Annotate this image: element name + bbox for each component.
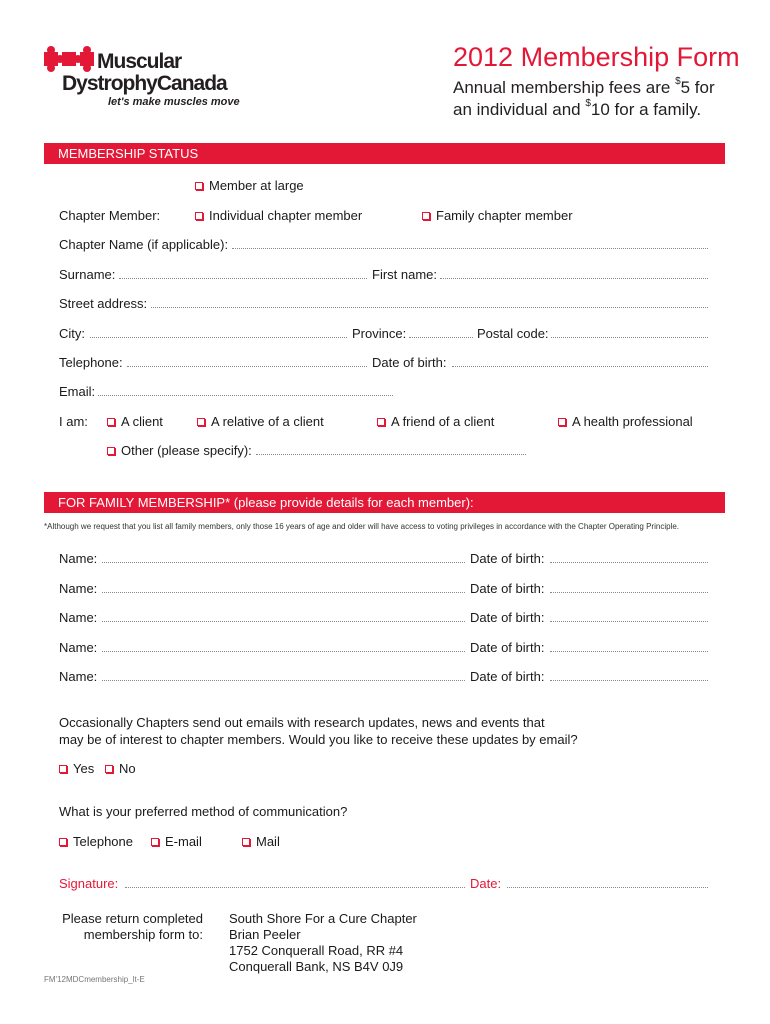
- family-dob-label: Date of birth:: [470, 639, 545, 655]
- family-dob-field[interactable]: [550, 621, 708, 622]
- individual-chapter-option[interactable]: Individual chapter member: [195, 208, 362, 223]
- signature-label: Signature:: [59, 876, 119, 891]
- postal-code-label: Postal code:: [477, 326, 549, 341]
- signature-field[interactable]: [125, 887, 465, 888]
- i-am-label: I am:: [59, 414, 88, 429]
- family-name-field[interactable]: [102, 621, 465, 622]
- province-label: Province:: [352, 326, 407, 341]
- city-label: City:: [59, 326, 85, 341]
- logo-text-line2: DystrophyCanada: [62, 72, 227, 95]
- family-name-label: Name:: [59, 551, 98, 566]
- return-label-line2: membership form to:: [83, 927, 203, 942]
- checkbox-icon[interactable]: [377, 418, 385, 426]
- checkbox-icon[interactable]: [558, 418, 566, 426]
- checkbox-icon[interactable]: [195, 212, 203, 220]
- family-dob-label: Date of birth:: [470, 580, 545, 596]
- checkbox-icon[interactable]: [107, 418, 115, 426]
- postal-code-field[interactable]: [551, 337, 708, 338]
- return-address-line2: Brian Peeler: [229, 927, 301, 942]
- family-dob-field[interactable]: [550, 592, 708, 593]
- chapter-name-label: Chapter Name (if applicable):: [59, 237, 229, 252]
- family-dob-field[interactable]: [550, 651, 708, 652]
- family-name-label: Name:: [59, 639, 98, 655]
- email-field[interactable]: [98, 395, 393, 396]
- communication-telephone-option[interactable]: Telephone: [59, 834, 133, 849]
- form-title: [453, 42, 740, 73]
- date-field[interactable]: [507, 887, 708, 888]
- city-field[interactable]: [90, 337, 347, 338]
- other-option[interactable]: Other (please specify):: [107, 443, 252, 458]
- return-address-line4: Conquerall Bank, NS B4V 0J9: [229, 959, 404, 974]
- other-field[interactable]: [256, 454, 526, 455]
- surname-label: Surname:: [59, 267, 116, 282]
- communication-mail-option[interactable]: Mail: [242, 834, 280, 849]
- family-name-field[interactable]: [102, 651, 465, 652]
- fees-line-2: an individual and $10 for a family.: [453, 98, 702, 119]
- return-address-line3: 1752 Conquerall Road, RR #4: [229, 943, 404, 958]
- family-chapter-option[interactable]: Family chapter member: [422, 208, 573, 223]
- telephone-field[interactable]: [127, 366, 367, 367]
- first-name-label: First name:: [372, 267, 438, 282]
- family-dob-label: Date of birth:: [470, 669, 545, 684]
- membership-status-header: MEMBERSHIP STATUS: [44, 143, 725, 164]
- family-name-label: Name:: [59, 610, 98, 625]
- family-name-label: Name:: [59, 669, 98, 684]
- province-field[interactable]: [409, 337, 473, 338]
- logo-icon: [44, 46, 96, 72]
- family-dob-field[interactable]: [550, 562, 708, 563]
- email-updates-no-option[interactable]: No: [105, 761, 136, 776]
- logo-tagline: let's make muscles move: [108, 96, 240, 108]
- return-address-line1: South Shore For a Cure Chapter: [229, 911, 417, 926]
- checkbox-icon[interactable]: [59, 765, 67, 773]
- email-updates-question-line2: may be of interest to chapter members. Would you like to receive these updates by email?: [59, 732, 578, 747]
- family-name-field[interactable]: [102, 592, 465, 593]
- return-label-line1: Please return completed: [62, 911, 203, 926]
- email-updates-question-line1: Occasionally Chapters send out emails with research updates, news and events that: [59, 715, 545, 730]
- family-membership-note: *Although we request that you list all family members, only those 16 years of age and older will have access to voting privileges in accordance with the Chapter Operating Principle.: [44, 522, 679, 531]
- date-label: Date:: [470, 876, 502, 891]
- surname-field[interactable]: [119, 278, 367, 279]
- checkbox-icon[interactable]: [151, 838, 159, 846]
- telephone-label: Telephone:: [59, 355, 123, 370]
- family-dob-label: Date of birth:: [470, 551, 545, 566]
- checkbox-icon[interactable]: [59, 838, 67, 846]
- health-professional-option[interactable]: A health professional: [558, 414, 693, 429]
- form-title-text: Membership Form: [520, 42, 740, 72]
- checkbox-icon[interactable]: [105, 765, 113, 773]
- street-address-field[interactable]: [151, 307, 708, 308]
- checkbox-icon[interactable]: [242, 838, 250, 846]
- street-address-label: Street address:: [59, 296, 148, 311]
- family-membership-header: FOR FAMILY MEMBERSHIP* (please provide details for each member):: [44, 492, 725, 513]
- communication-question: What is your preferred method of communication?: [59, 804, 348, 819]
- family-dob-label: Date of birth:: [470, 610, 545, 625]
- checkbox-icon[interactable]: [107, 447, 115, 455]
- relative-option[interactable]: A relative of a client: [197, 414, 324, 429]
- email-label: Email:: [59, 384, 96, 399]
- chapter-name-field[interactable]: [232, 248, 708, 249]
- logo-text-line1: Muscular: [97, 50, 182, 73]
- family-name-label: Name:: [59, 580, 98, 596]
- chapter-member-label: Chapter Member:: [59, 208, 161, 223]
- friend-option[interactable]: A friend of a client: [377, 414, 494, 429]
- form-year: 2012: [453, 42, 514, 72]
- date-of-birth-label: Date of birth:: [372, 355, 447, 370]
- fees-line-1: Annual membership fees are $5 for: [453, 76, 715, 97]
- checkbox-icon[interactable]: [197, 418, 205, 426]
- form-code: FM'12MDCmembership_lt-E: [44, 975, 145, 984]
- checkbox-icon[interactable]: [422, 212, 430, 220]
- checkbox-icon[interactable]: [195, 182, 203, 190]
- email-updates-yes-option[interactable]: Yes: [59, 761, 94, 776]
- first-name-field[interactable]: [440, 278, 708, 279]
- member-at-large-option[interactable]: Member at large: [195, 178, 304, 193]
- family-name-field[interactable]: [102, 562, 465, 563]
- family-name-field[interactable]: [102, 680, 465, 681]
- date-of-birth-field[interactable]: [452, 366, 708, 367]
- client-option[interactable]: A client: [107, 414, 163, 429]
- communication-email-option[interactable]: E-mail: [151, 834, 202, 849]
- family-dob-field[interactable]: [550, 680, 708, 681]
